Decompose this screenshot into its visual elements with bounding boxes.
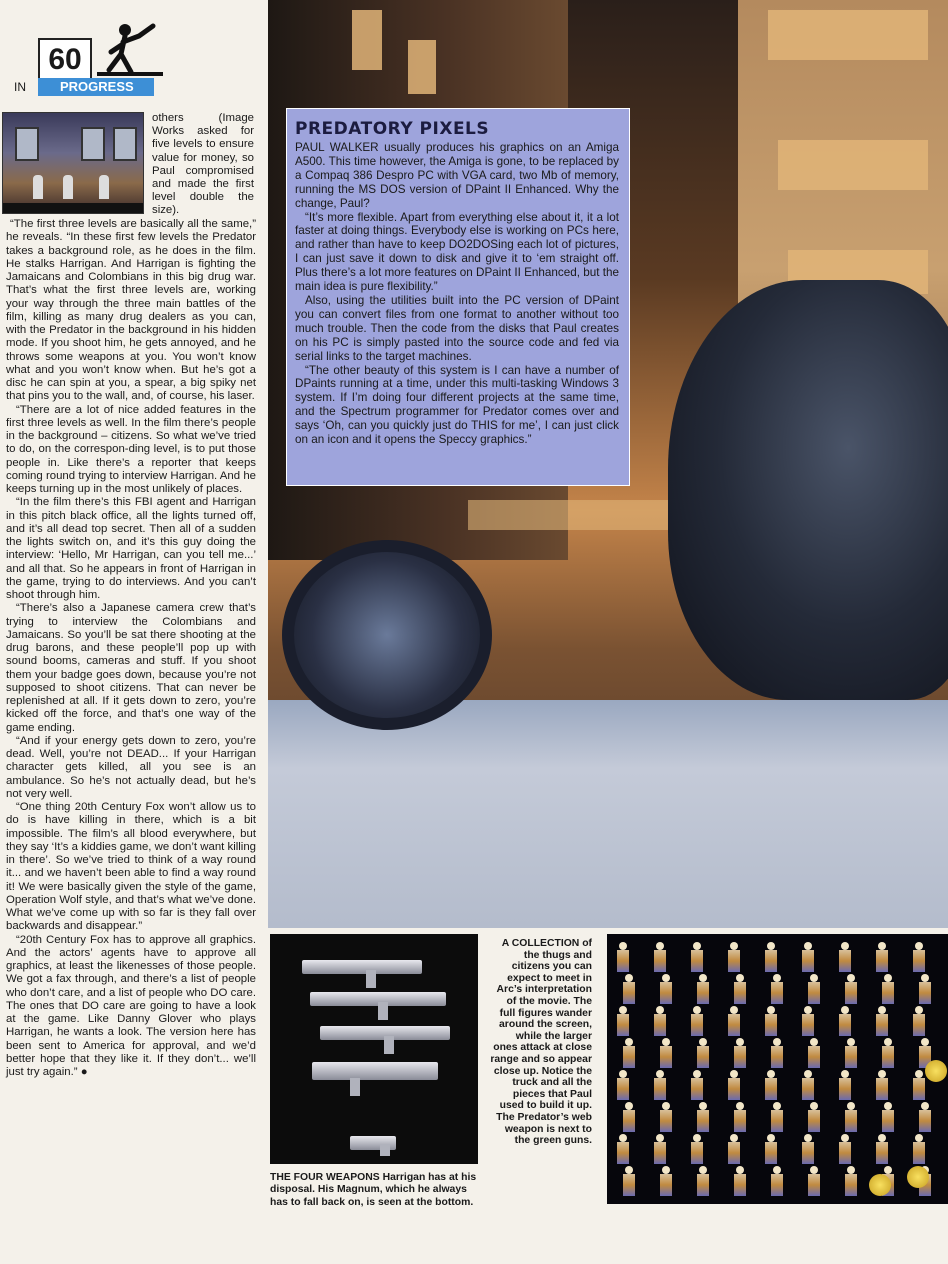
article-paragraph: “One thing 20th Century Fox won’t allow us to do is have killing in there, which is a bit impossible. The film’s all blood everywhere, but they say ‘It’s a kiddies game, we don’t want killing in there’. So we’ve tried to think of a way round it... and we haven’t been able to find a way round it! We were basically given the style of the game, Operation Wolf style, and that’s what we’ve done. What we’ve come up with so far is they fall over backwards and disappear.”: [6, 801, 256, 933]
sprite-figure: [808, 1166, 820, 1196]
sprite-figure: [654, 1070, 666, 1100]
sprite-figure: [765, 1070, 777, 1100]
sprite-figure: [660, 1102, 672, 1132]
sprite-figure: [913, 1134, 925, 1164]
sidebar-paragraph: “The other beauty of this system is I can have a number of DPaints running at a time, under this multi-tasking Windows 3 system. If I’m doing four different projects at the same time, and the Spectrum programmer for Predator comes over and says ‘Oh, can you quickly just do THIS for me’, I can just click on an icon and it opens the Speccy graphics.”: [295, 363, 619, 447]
sprite-figure: [913, 942, 925, 972]
sprite-figure: [839, 1134, 851, 1164]
sprite-figure: [919, 974, 931, 1004]
sprite-figure: [802, 1070, 814, 1100]
sidebar-title: PREDATORY PIXELS: [295, 119, 490, 139]
sprite-figure: [623, 1038, 635, 1068]
sprite-figure: [660, 974, 672, 1004]
sprite-figure: [919, 1102, 931, 1132]
sprite-sheet-image: [607, 934, 948, 1204]
sprite-figure: [765, 942, 777, 972]
sprite-figure: [913, 1070, 925, 1100]
sprite-figure: [765, 1006, 777, 1036]
article-paragraph: “There are a lot of nice added features in the first three levels as well. In the film there’s people in the background – citizens. So what we’ve tried to do, on the correspon-ding level, is to put those people in. Like there’s a reporter that keeps coming round trying to interview Harrigan. And he keeps turning up in the most unlikely of places.: [6, 403, 256, 495]
sprite-figure: [802, 942, 814, 972]
weapons-image: [270, 934, 478, 1164]
sprite-figure: [660, 1038, 672, 1068]
sprite-figure: [839, 1006, 851, 1036]
sprite-figure: [728, 1006, 740, 1036]
sidebar-paragraph: “It’s more flexible. Apart from everything else about it, it a lot faster at doing things. Everybody else is working on PCs here, and rather than have to keep DO2DOSing each lot of pictures, I can just save it down to disk and give it to ‘em straight off. Plus there’s a lot more features on DPaint II Enhanced, but the main idea is pure flexibility.”: [295, 210, 619, 294]
sprite-figure: [617, 942, 629, 972]
sprite-figure: [845, 974, 857, 1004]
sprite-figure: [691, 942, 703, 972]
article-paragraph: “The first three levels are basically all the same,” he reveals. “In these first few levels the Predator takes a background role, as he does in the film. He stalks Harrigan. And Harrigan is fighting the Jamaicans and Colombians in this big drug war. That’s what the first three levels are, working your way through the three main battles of the film, killing as many drug dealers as you can, with the Predator in the background in his hidden mode. If you shoot him, he gets annoyed, and he throws some weapons at you. You won’t know what and you won’t know when. But he’s got a disc he can spin at you, a spear, a big spiky net that pins you to the wall, and, of course, his laser.: [6, 218, 256, 403]
sprite-figure: [876, 1134, 888, 1164]
game-screenshot-thumbnail: [2, 112, 144, 214]
article-body: [6, 218, 256, 1079]
sprite-figure: [697, 1038, 709, 1068]
sprite-figure: [845, 1166, 857, 1196]
running-figure-icon: [95, 22, 165, 78]
web-weapon-sprite: [907, 1166, 929, 1188]
sprite-figure: [728, 1070, 740, 1100]
sprite-figure: [808, 1038, 820, 1068]
sprite-figure: [771, 974, 783, 1004]
article-paragraph: “There’s also a Japanese camera crew that’s trying to interview the Colombians and Jamaicans. So you’ll be sat there shooting at the drug barons, and these people’ll pop up with sound booms, cameras and stuff. If you shoot them your badge goes down, because you’re not supposed to shoot citizens. That can never be replenished at all. If it gets down to zero, you’re kicked off the force, and that’s one way of the game ending.: [6, 602, 256, 734]
sprite-figure: [623, 974, 635, 1004]
web-weapon-sprite: [925, 1060, 947, 1082]
sprite-figure: [654, 942, 666, 972]
sprite-figure: [617, 1070, 629, 1100]
sprite-figure: [876, 1070, 888, 1100]
sprite-figure: [882, 974, 894, 1004]
sprite-figure: [808, 974, 820, 1004]
sprite-figure: [839, 942, 851, 972]
sprite-figure: [765, 1134, 777, 1164]
sidebar-paragraph: Also, using the utilities built into the PC version of DPaint you can convert files from one format to another without too much trouble. Then the code from the disks that Paul creates on his PC is simply pasted into the source code and fed via serial links to the target machines.: [295, 293, 619, 363]
sprite-figure: [728, 1134, 740, 1164]
sidebar-box: [286, 108, 630, 486]
web-weapon-sprite: [869, 1174, 891, 1196]
sprite-figure: [839, 1070, 851, 1100]
sprite-figure: [771, 1166, 783, 1196]
article-paragraph: “20th Century Fox has to approve all graphics. And the actors’ agents have to approve all graphics, at least the likenesses of those people. We got a fax through, and there’s a list of people who don’t care, and a list of people who DO care. The ones that DO care are going to have a look at the game. Like Danny Glover who plays Harrigan, he wants a look. The version here has been sent to America for approval, and we’d better hope that they like it. If they don’t... we’ll just try again.” ●: [6, 933, 256, 1078]
sprite-figure: [617, 1134, 629, 1164]
section-label: PROGRESS: [38, 78, 154, 96]
sprite-figure: [771, 1102, 783, 1132]
article-paragraph: “And if your energy gets down to zero, you’re dead. Well, you’re not DEAD... If your Harrigan character gets killed, all you see is an ambulance. So he’s not actually dead, but he’s not very well.: [6, 734, 256, 800]
sprite-figure: [845, 1102, 857, 1132]
sprite-figure: [654, 1006, 666, 1036]
article-paragraph: “In the film there’s this FBI agent and Harrigan in this pitch black office, all the lights turned off, and it’s all dead top secret. Then all of a sudden the lights switch on, and it’s this guy doing the interview: ‘Hello, Mr Harrigan, can you tell me...’ and all that. So he appears in front of Harrigan in the game, trying to do interviews. And you can’t shoot through him.: [6, 496, 256, 601]
weapons-caption: THE FOUR WEAPONS Harrigan has at his disposal. His Magnum, which he always has to fall back on, is seen at the bottom.: [270, 1172, 477, 1208]
sprite-figure: [734, 1166, 746, 1196]
sprite-figure: [623, 1166, 635, 1196]
sprite-figure: [728, 942, 740, 972]
sprite-figure: [771, 1038, 783, 1068]
sprite-figure: [882, 1102, 894, 1132]
sprite-figure: [876, 1006, 888, 1036]
sprite-figure: [691, 1134, 703, 1164]
sprite-figure: [617, 1006, 629, 1036]
sprite-figure: [697, 974, 709, 1004]
sprite-figure: [691, 1006, 703, 1036]
sprite-figure: [802, 1006, 814, 1036]
sprite-figure: [876, 942, 888, 972]
sprite-figure: [734, 1102, 746, 1132]
sprite-figure: [913, 1006, 925, 1036]
sprite-figure: [691, 1070, 703, 1100]
sprite-figure: [808, 1102, 820, 1132]
sprite-figure: [845, 1038, 857, 1068]
intro-text: others (Image Works asked for five levels to ensure value for money, so Paul compromised and made the first level double the size).: [152, 112, 254, 217]
sprite-figure: [697, 1166, 709, 1196]
sprite-figure: [654, 1134, 666, 1164]
sprite-figure: [734, 974, 746, 1004]
sprite-figure: [660, 1166, 672, 1196]
thugs-caption: A COLLECTION of the thugs and citizens you can expect to meet in Arc’s interpretation of the movie. The full figures wander around the screen, while the larger ones attack at close range and so appear close up. Notice the truck and all the pieces that Paul used to build it up. The Predator’s web weapon is next to the green guns.: [490, 938, 592, 1147]
page-number: 60: [38, 38, 92, 82]
sprite-figure: [882, 1038, 894, 1068]
edge-tag: IN: [14, 80, 26, 94]
sprite-figure: [697, 1102, 709, 1132]
sidebar-paragraph: PAUL WALKER usually produces his graphics on an Amiga A500. This time however, the Amiga is gone, to be replaced by a Compaq 386 Despro PC with VGA card, two Mb of memory, running the MS DOS version of DPaint II Enhanced. Why the change, Paul?: [295, 141, 619, 210]
sprite-figure: [734, 1038, 746, 1068]
sprite-figure: [802, 1134, 814, 1164]
sprite-figure: [623, 1102, 635, 1132]
